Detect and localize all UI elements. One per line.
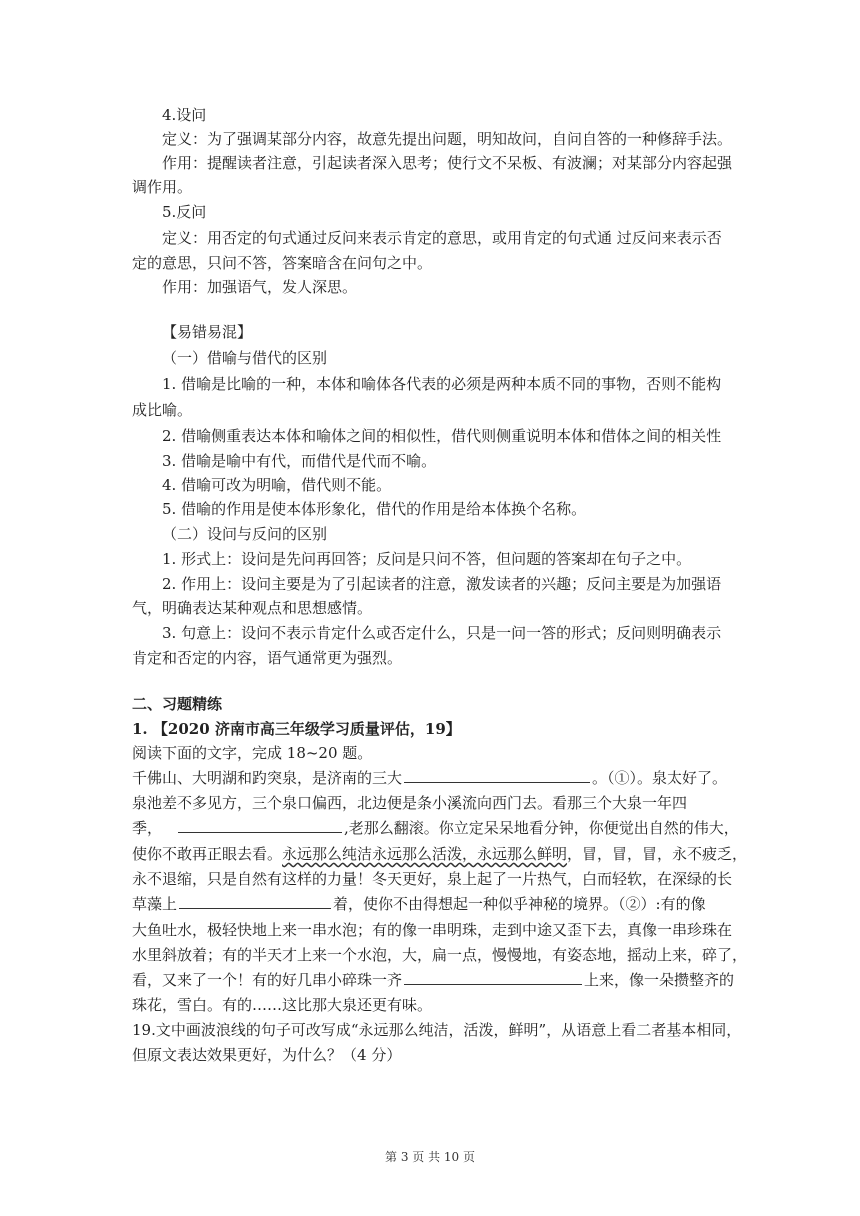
fill-blank-1	[404, 766, 590, 783]
passage-line10: 珠花，雪白。有的……这比那大泉还更有味。	[132, 996, 433, 1014]
passage-line2: 泉池差不多见方，三个泉口偏西，北边便是条小溪流向西门去。看那三个大泉一年四	[132, 794, 688, 812]
wavy-underlined-sentence: 永远那么纯洁永远那么活泼，永远那么鲜明	[282, 845, 568, 863]
confusion-part2-title: （二）设问与反问的区别	[162, 525, 328, 543]
passage-text: 季，	[132, 819, 163, 837]
passage-text: 千佛山、大明湖和趵突泉，是济南的三大	[132, 769, 403, 787]
reading-instruction: 阅读下面的文字，完成 18~20 题。	[132, 744, 373, 762]
confusion-part2-item1: 1. 形式上：设问是先问再回答；反问是只问不答，但问题的答案却在句子之中。	[162, 550, 692, 568]
passage-line7: 大鱼吐水，极轻快地上来一串水泡；有的像一串明珠，走到中途又歪下去，真像一串珍珠在	[132, 921, 733, 939]
confusion-part1-item3: 3. 借喻是喻中有代，而借代是代而不喻。	[162, 452, 437, 470]
confusion-part1-item5: 5. 借喻的作用是使本体形象化，借代的作用是给本体换个名称。	[162, 500, 587, 518]
passage-text: 看，又来了一个！有的好几串小碎珠一齐	[132, 971, 403, 989]
passage-line8: 水里斜放着；有的半天才上来一个水泡，大，扁一点，慢慢地，有姿态地，摇动上来，碎了，	[132, 946, 748, 964]
section-4-title: 4.设问	[162, 106, 207, 124]
question-19-line2: 但原文表达效果更好，为什么？（4 分）	[132, 1046, 402, 1064]
passage-text: 上来，像一朵攒整齐的	[584, 971, 735, 989]
confusion-header: 【易错易混】	[162, 323, 253, 341]
question-source-label: 【2020 济南市高三年级学习质量评估，19】	[152, 720, 461, 738]
passage-line9	[132, 968, 734, 992]
section-4-definition: 定义：为了强调某部分内容，故意先提出问题，明知故问，自问自答的一种修辞手法。	[162, 130, 733, 148]
question-number: 1.	[132, 720, 148, 738]
passage-line6	[132, 892, 706, 916]
confusion-part1-item4: 4. 借喻可改为明喻，借代则不能。	[162, 476, 392, 494]
confusion-part2-item3-line2: 肯定和否定的内容，语气通常更为强烈。	[132, 649, 403, 667]
question-source	[132, 717, 461, 741]
passage-line1	[132, 766, 727, 790]
section-4-function-line1: 作用：提醒读者注意，引起读者深入思考；使行文不呆板、有波澜；对某部分内容起强	[162, 154, 733, 172]
page-footer: 第 3 页 共 10 页	[385, 1150, 475, 1164]
section-5-title: 5.反问	[162, 203, 207, 221]
passage-line3	[132, 816, 739, 840]
section-5-function: 作用：加强语气，发人深思。	[162, 278, 358, 296]
confusion-part1-item1-line1: 1. 借喻是比喻的一种，本体和喻体各代表的必须是两种本质不同的事物，否则不能构	[162, 375, 722, 393]
passage-text: ,老那么翻滚。你立定呆呆地看分钟，你便觉出自然的伟大，	[344, 819, 739, 837]
section-5-definition-line1: 定义：用否定的句式通过反问来表示肯定的意思，或用肯定的句式通 过反问来表示否	[162, 229, 722, 247]
passage-text: 着，使你不由得想起一种似乎神秘的境界。（②）:有的像	[333, 895, 706, 913]
exercise-header: 二、习题精练	[132, 695, 223, 713]
passage-text: 草藻上	[132, 895, 178, 913]
confusion-part1-title: （一）借喻与借代的区别	[162, 349, 328, 367]
question-19-line1: 19.文中画波浪线的句子可改写成“永远那么纯洁，活泼，鲜明”，从语意上看二者基本相同，	[132, 1021, 742, 1039]
fill-blank-3	[179, 892, 331, 909]
confusion-part2-item2-line1: 2. 作用上：设问主要是为了引起读者的注意，激发读者的兴趣；反问主要是为加强语	[162, 575, 722, 593]
confusion-part1-item1-line2: 成比喻。	[132, 401, 193, 419]
passage-text: ，冒，冒，冒，永不疲乏，	[567, 845, 748, 863]
confusion-part2-item3-line1: 3. 句意上：设问不表示肯定什么或否定什么，只是一问一答的形式；反问则明确表示	[162, 624, 722, 642]
fill-blank-4	[404, 968, 582, 985]
fill-blank-2	[178, 816, 342, 833]
section-4-function-line2: 调作用。	[132, 178, 193, 196]
passage-line5: 永不退缩，只是自然有这样的力量！冬天更好，泉上起了一片热气，白而轻软，在深绿的长	[132, 870, 733, 888]
passage-line4	[132, 842, 747, 866]
section-5-definition-line2: 定的意思，只问不答，答案暗含在问句之中。	[132, 254, 433, 272]
passage-text: 。（①）。泉太好了。	[592, 769, 728, 787]
confusion-part2-item2-line2: 气，明确表达某种观点和思想感情。	[132, 599, 373, 617]
passage-text: 使你不敢再正眼去看。	[132, 845, 283, 863]
confusion-part1-item2: 2. 借喻侧重表达本体和喻体之间的相似性，借代则侧重说明本体和借体之间的相关性	[162, 427, 722, 445]
